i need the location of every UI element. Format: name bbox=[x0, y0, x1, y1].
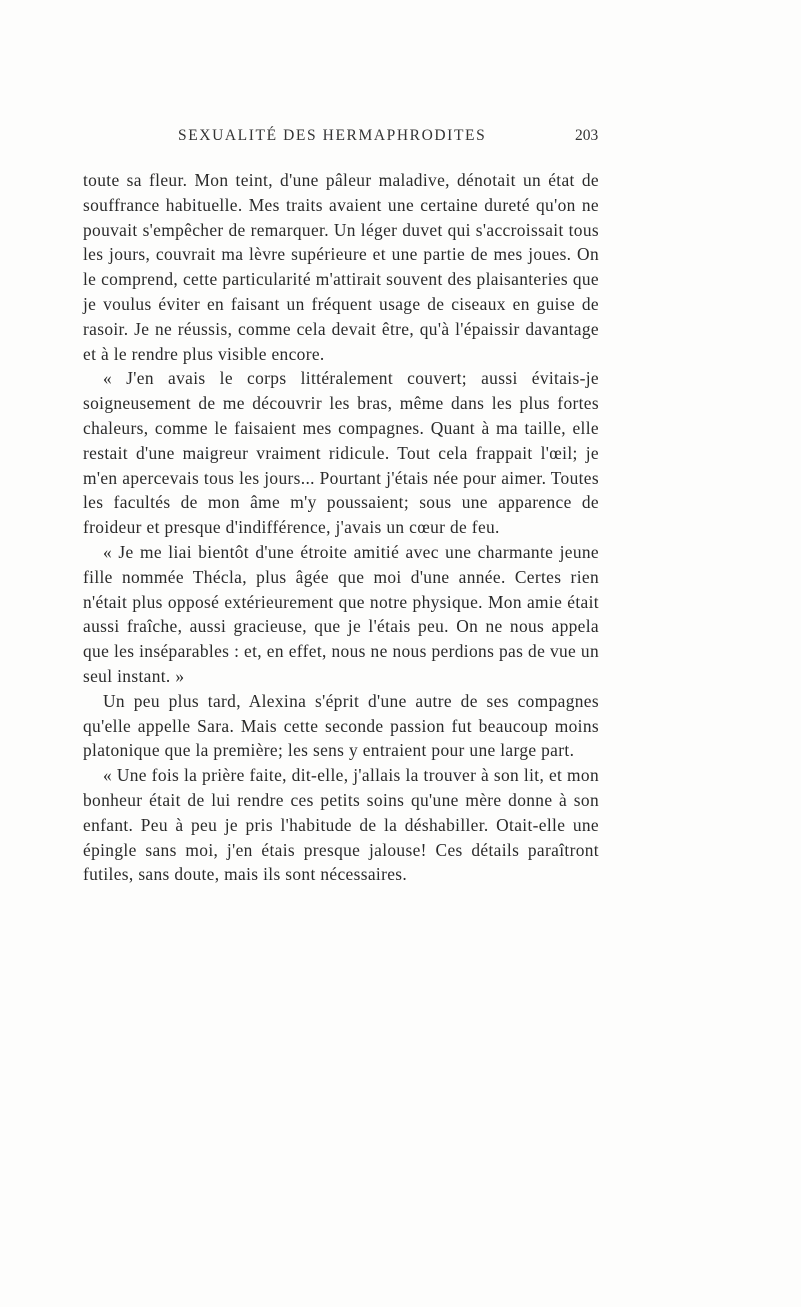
page-number: 203 bbox=[575, 127, 599, 144]
paragraph: « Je me liai bientôt d'une étroite amitié avec une charmante jeune fille nommée Thécla, plus âgée que moi d'une année. Certes rien n'était plus opposé extérieurement que notre physique. Mon amie était aussi fraîche, aussi gracieuse, que je l'étais peu. On ne nous appela que les inséparables : et, en effet, nous ne nous perdions pas de vue un seul instant. » bbox=[83, 541, 599, 686]
running-title: SEXUALITÉ DES HERMAPHRODITES bbox=[178, 127, 487, 144]
paragraph: toute sa fleur. Mon teint, d'une pâleur maladive, dénotait un état de souffrance habituelle. Mes traits avaient une certaine dureté qu'on ne pouvait s'empêcher de remarquer. Un léger duvet qui s'accroissait tous les jours, couvrait ma lèvre supérieure et une partie de mes joues. On le comprend, cette particularité m'attirait souvent des plaisanteries que je voulus éviter en faisant un fréquent usage de ciseaux en guise de rasoir. Je ne réussis, comme cela devait être, qu'à l'épaissir davantage et à le rendre plus visible encore. bbox=[83, 170, 599, 364]
paragraph: « Une fois la prière faite, dit-elle, j'allais la trouver à son lit, et mon bonheur était de lui rendre ces petits soins qu'une mère donne à son enfant. Peu à peu je pris l'habitude de la déshabiller. Otait-elle une épingle sans moi, j'en étais presque jalouse! Ces détails paraîtront futiles, sans doute, mais ils sont nécessaires. bbox=[83, 765, 599, 885]
paragraph: Un peu plus tard, Alexina s'éprit d'une autre de ses compagnes qu'elle appelle Sara. Mais cette seconde passion fut beaucoup moins platonique que la première; les sens y entraient pour une large part. bbox=[83, 690, 599, 761]
paragraph: « J'en avais le corps littéralement couvert; aussi évitais-je soigneusement de me découvrir les bras, même dans les plus fortes chaleurs, comme le faisaient mes compagnes. Quant à ma taille, elle restait d'une maigreur vraiment ridicule. Tout cela frappait l'œil; je m'en apercevais tous les jours... Pourtant j'étais née pour aimer. Toutes les facultés de mon âme m'y poussaient; sous une apparence de froideur et presque d'indifférence, j'avais un cœur de feu. bbox=[83, 368, 599, 538]
body-text bbox=[83, 168, 599, 887]
